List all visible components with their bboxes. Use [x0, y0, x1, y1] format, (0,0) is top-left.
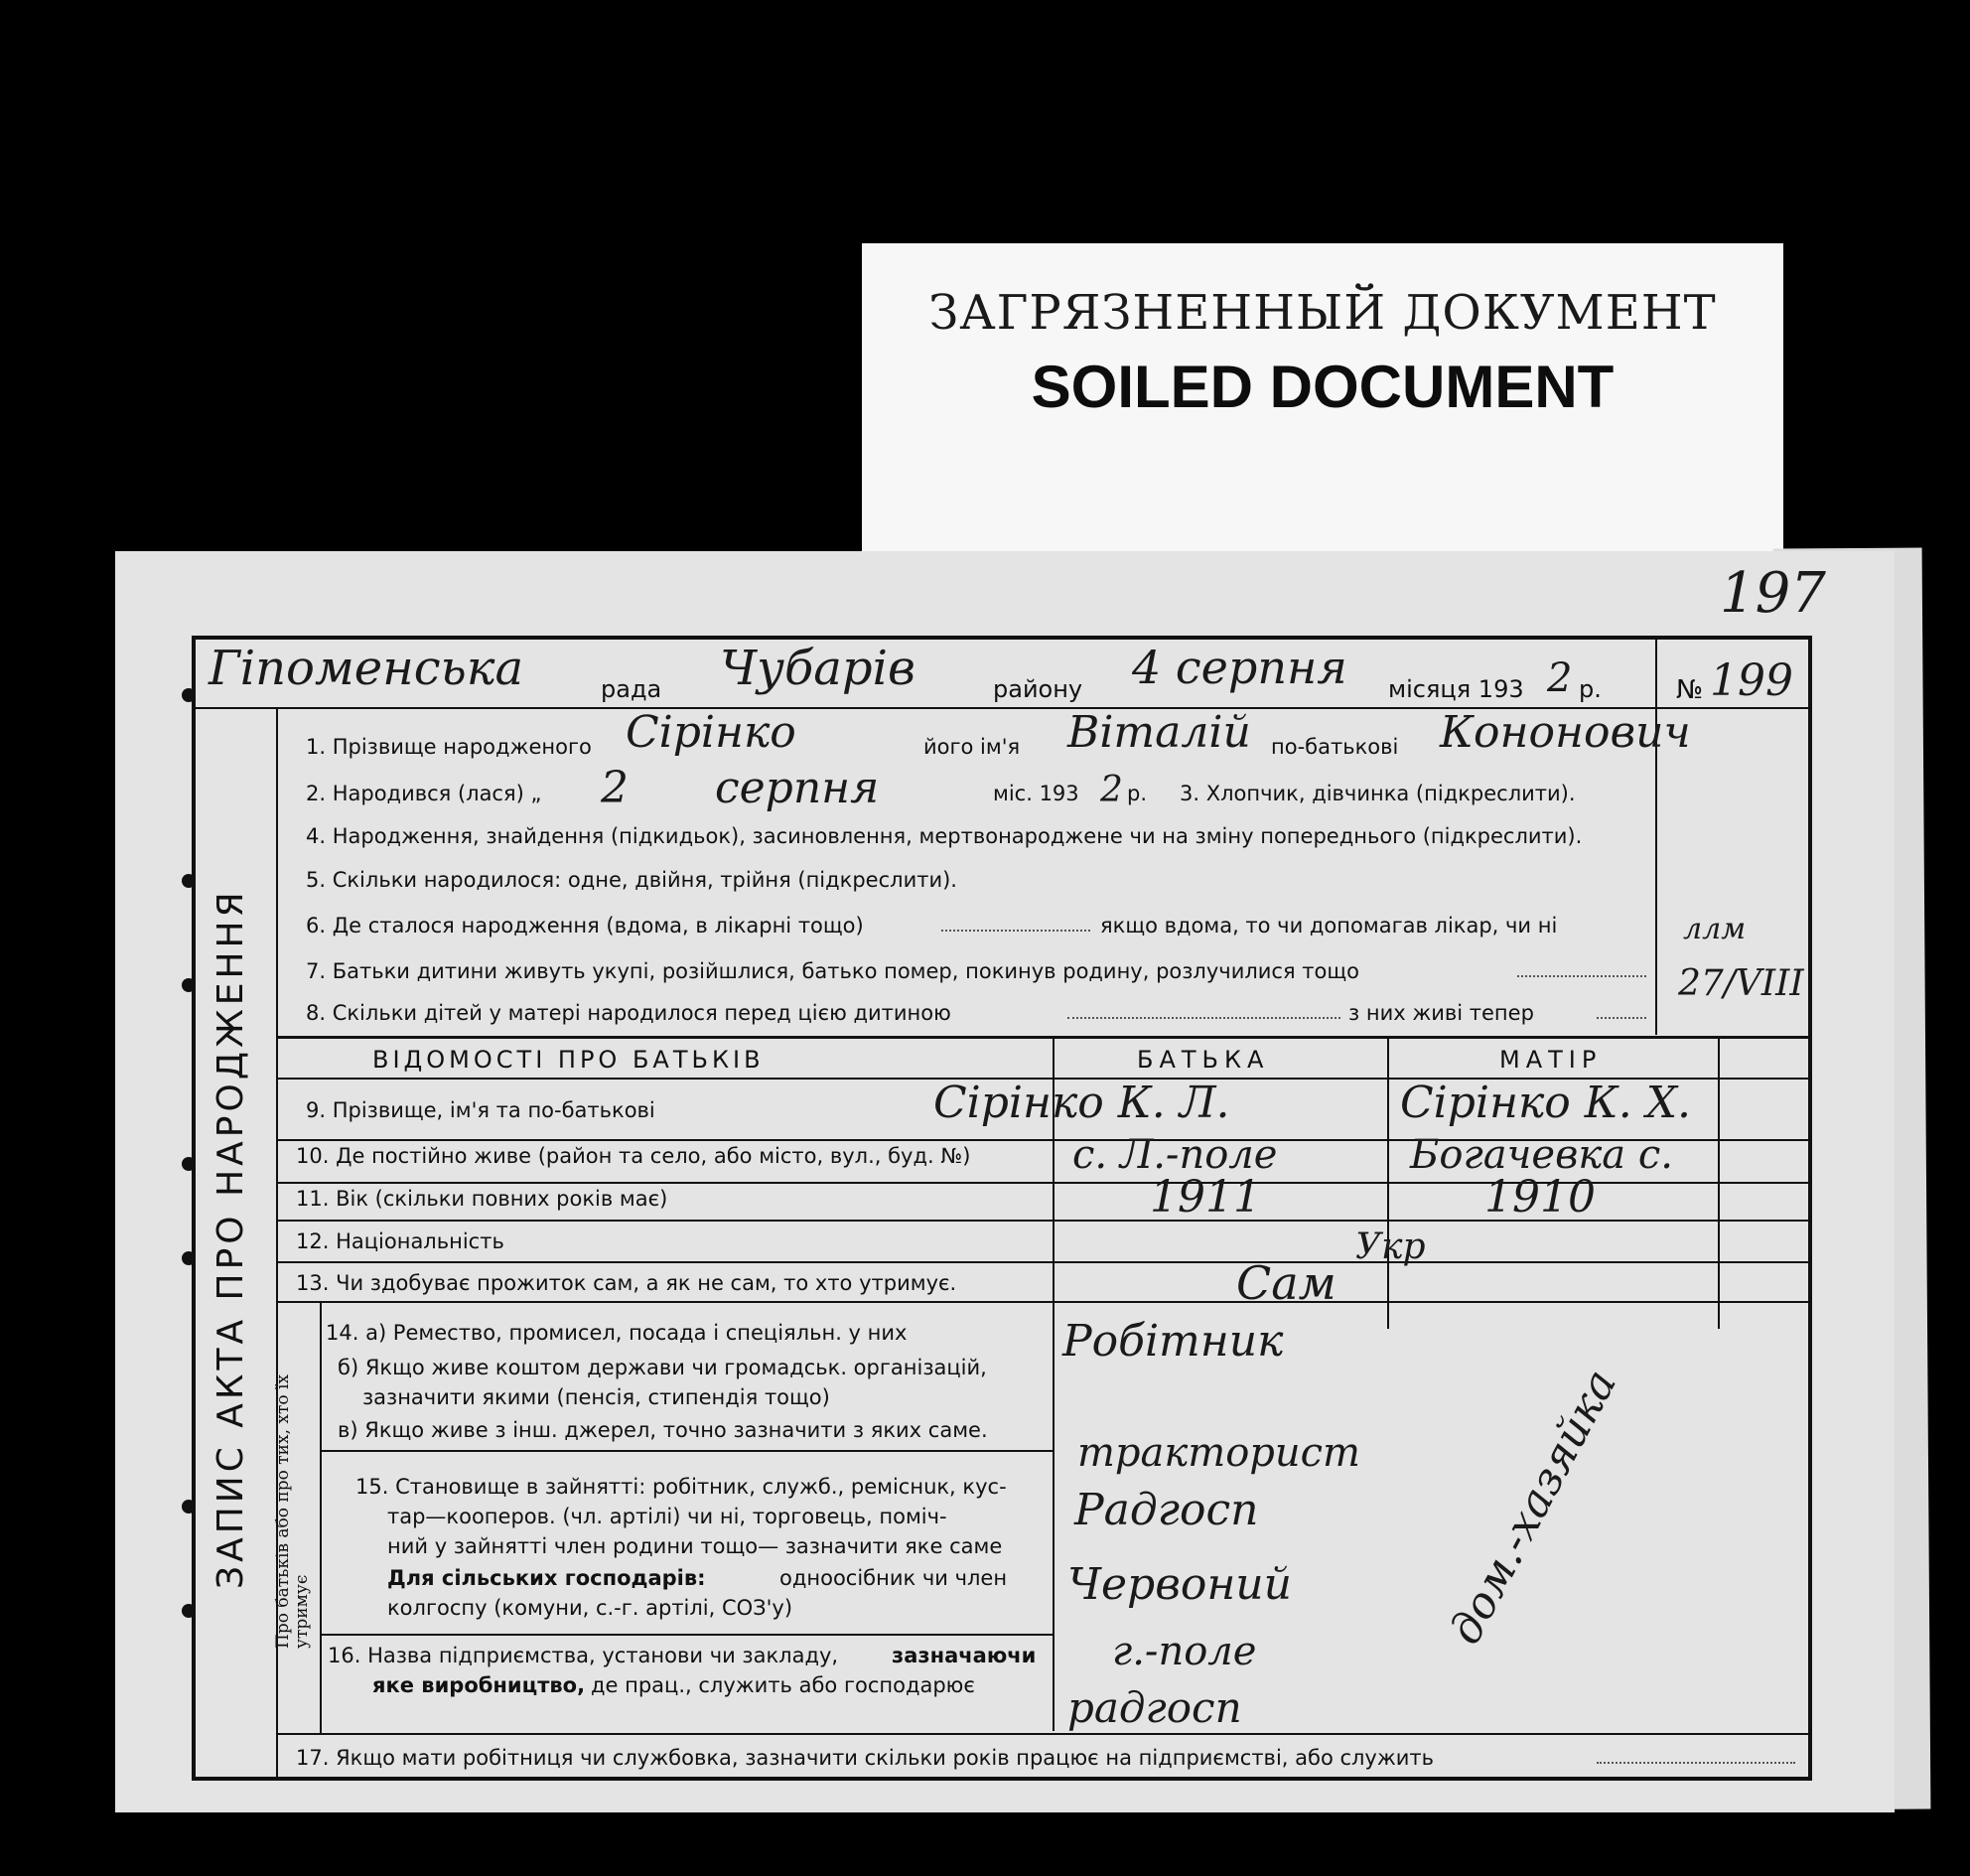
registration-date: 4 серпня	[1132, 641, 1347, 694]
birth-year-digit: 2	[1100, 770, 1123, 810]
row-8-living-label: з них живі тепер	[1348, 1001, 1534, 1025]
registration-year-digit: 2	[1547, 655, 1573, 701]
row-15-label-2: тар—коопeров. (чл. артілі) чи ні, торговець, поміч-	[387, 1505, 947, 1528]
row-14c-label: в) Якщо живе з інш. джерел, точно зазначити з яких саме.	[338, 1418, 988, 1442]
row-1-name-label: його ім'я	[923, 735, 1021, 759]
raion-label: району	[993, 675, 1083, 703]
row-line-16	[276, 1733, 1810, 1735]
mother-residence: Богачевка с.	[1410, 1132, 1673, 1178]
number-box-divider	[1655, 638, 1657, 1035]
row-11-label: 11. Вік (скільки повних років має)	[296, 1187, 668, 1211]
margin-date-note: 27/VIII	[1678, 963, 1804, 1004]
row-17-label: 17. Якщо мати робітниця чи службовка, зазначити скільки років працює на підприємстві, або служить	[296, 1746, 1435, 1770]
row-line-15	[320, 1634, 1055, 1636]
row-12-label: 12. Національність	[296, 1229, 504, 1253]
row-line-13	[276, 1301, 1810, 1303]
child-name: Віталій	[1067, 707, 1251, 758]
row-16-label-1a: 16. Назва підприємства, установи чи закладу,	[328, 1644, 839, 1667]
row-13-label: 13. Чи здобуває прожиток сам, а як не сам, то хто утримує.	[296, 1271, 957, 1295]
row-14b-label: б) Якщо живе коштом держави чи громадськ. організацій,	[338, 1356, 987, 1379]
birth-day: 2	[601, 763, 629, 813]
row-15-label-1: 15. Становище в зайнятті: робітник, служб., реміснuк, кус-	[355, 1475, 1007, 1499]
row-6-label: 6. Де сталося народження (вдома, в лікарні тощо)	[306, 914, 864, 938]
parents-section-header: ВІДОМОСТІ ПРО БАТЬКІВ	[372, 1046, 765, 1074]
row-15-label-5: колгоспу (комуни, с.-г. артілі, СОЗ'у)	[387, 1596, 793, 1620]
row-17-dots	[1597, 1762, 1795, 1764]
nationality: Укр	[1355, 1227, 1426, 1267]
row-line-14	[320, 1450, 1055, 1452]
row-15-label-3: ний у зайнятті член родини тощо— зазначити яке саме	[387, 1534, 1003, 1558]
record-number: 199	[1710, 655, 1793, 706]
soiled-document-label	[862, 243, 1783, 556]
row-3-label: 3. Хлопчик, дівчинка (підкреслити).	[1180, 782, 1576, 805]
page-number: 197	[1720, 561, 1826, 626]
parents-separator	[276, 1036, 1810, 1039]
row-2-year-suffix: р.	[1127, 782, 1148, 805]
father-enterprise: г.-поле	[1112, 1629, 1257, 1674]
father-residence: с. Л.-поле	[1072, 1132, 1278, 1178]
label-english: SOILED DOCUMENT	[1031, 354, 1615, 420]
row-16-label-2b: де прац., служить або господарює	[591, 1673, 975, 1697]
row-4-label: 4. Народження, знайдення (підкидьок), засиновлення, мертвонароджене чи на зміну попереднього (підкреслити).	[306, 824, 1583, 848]
rada-name: Гіпоменська	[209, 641, 524, 696]
mother-full-name: Сірінко К. Х.	[1400, 1078, 1692, 1128]
row-16-label-2a: яке виробництво,	[372, 1673, 586, 1697]
row-7-label: 7. Батьки дитини живуть укупі, розійшлися, батько помер, покинув родину, розлучилися тощо	[306, 959, 1359, 983]
birth-month: серпня	[715, 763, 880, 813]
year-suffix: р.	[1579, 675, 1602, 703]
row-16-label-1b: зазначаючи	[892, 1644, 1037, 1667]
father-column-header: БАТЬКА	[1137, 1046, 1270, 1074]
row-8-label: 8. Скільки дітей у матері народилося перед цією дитиною	[306, 1001, 951, 1025]
row-2-label: 2. Народився (лася) „	[306, 782, 542, 805]
mother-column-header: МАТІР	[1499, 1046, 1603, 1074]
row-6-question: якщо вдома, то чи допомагав лікар, чи ні	[1100, 914, 1558, 938]
row-14a-label: 14. а) Ремество, промисел, посада і спеціяльн. у них	[326, 1321, 908, 1345]
row-8-dots	[1067, 1017, 1340, 1019]
father-employment-status: Радгосп	[1074, 1485, 1259, 1535]
child-surname: Сірінко	[626, 707, 796, 758]
row-5-label: 5. Скільки народилося: одне, двійня, трійня (підкреслити).	[306, 868, 957, 892]
father-workplace-name: Червоний	[1067, 1559, 1292, 1610]
label-russian: ЗАГРЯЗНЕННЫЙ ДОКУМЕНТ	[928, 285, 1717, 341]
row-8-living-dots	[1597, 1017, 1646, 1019]
row-1-patronymic-label: по-батькові	[1271, 735, 1399, 759]
record-number-label: №	[1676, 675, 1704, 705]
row-15-label-4b: одноосібник чи член	[779, 1566, 1008, 1590]
father-enterprise-type: радгосп	[1067, 1683, 1242, 1732]
mother-occupation: дом.-хазяйка	[1440, 1361, 1627, 1653]
sub-column-divider	[320, 1301, 322, 1733]
row-6-dots	[941, 930, 1090, 932]
month-label: місяця 193	[1388, 675, 1524, 703]
parents-subtitle-vertical: Про батьків або про тих, хто їх утримує	[273, 1373, 312, 1649]
form-title-vertical: ЗАПИС АКТА ПРО НАРОДЖЕННЯ	[211, 888, 251, 1589]
father-birth-year: 1911	[1150, 1172, 1261, 1223]
row-line-12	[276, 1261, 1810, 1263]
row-7-dots	[1517, 975, 1646, 977]
father-specialty: тракторист	[1077, 1430, 1360, 1476]
raion-name: Чубарів	[720, 641, 915, 696]
row-15-label-4a: Для сільських господарів:	[387, 1566, 706, 1590]
father-occupation: Робітник	[1062, 1316, 1284, 1367]
child-patronymic: Кононович	[1440, 707, 1691, 758]
row-2-month-label: міс. 193	[993, 782, 1079, 805]
row-1-label: 1. Прізвище народженого	[306, 735, 592, 759]
rada-label: рада	[601, 675, 662, 703]
margin-note-top: ллм	[1683, 912, 1747, 946]
father-full-name: Сірінко К. Л.	[933, 1078, 1230, 1128]
row-14b-label-2: зазначити якими (пенсія, стипендія тощо)	[362, 1385, 830, 1409]
row-9-label: 9. Прізвище, ім'я та по-батькові	[306, 1098, 655, 1122]
row-10-label: 10. Де постійно живе (район та село, або місто, вул., буд. №)	[296, 1144, 971, 1168]
mother-birth-year: 1910	[1484, 1172, 1596, 1223]
self-supporting: Сам	[1236, 1256, 1337, 1310]
